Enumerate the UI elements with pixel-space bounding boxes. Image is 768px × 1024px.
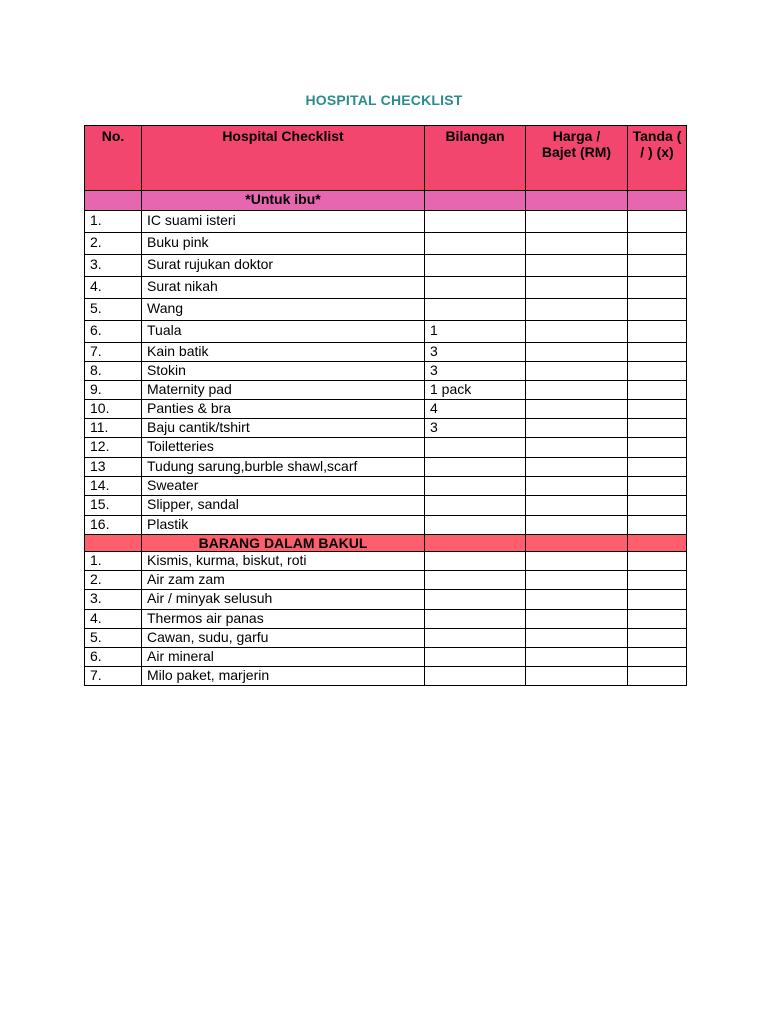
row-quantity	[425, 255, 526, 277]
section-cell	[526, 535, 628, 552]
table-row	[85, 496, 687, 516]
row-number: 7.	[85, 343, 142, 362]
header-price: Harga / Bajet (RM)	[526, 126, 628, 191]
row-item: Kismis, kurma, biskut, roti	[142, 552, 425, 571]
row-mark	[628, 400, 687, 419]
row-price	[526, 321, 628, 343]
row-price	[526, 211, 628, 233]
row-quantity	[425, 233, 526, 255]
row-price	[526, 610, 628, 629]
row-price	[526, 343, 628, 362]
table-row	[85, 211, 687, 233]
table-row	[85, 299, 687, 321]
table-row	[85, 458, 687, 477]
table-row	[85, 277, 687, 299]
table-row	[85, 571, 687, 590]
row-quantity	[425, 277, 526, 299]
row-number: 7.	[85, 667, 142, 686]
row-number: 4.	[85, 610, 142, 629]
row-item: Tudung sarung,burble shawl,scarf	[142, 458, 425, 477]
section-row-section2	[85, 535, 687, 552]
table-row	[85, 381, 687, 400]
row-price	[526, 400, 628, 419]
row-mark	[628, 648, 687, 667]
row-price	[526, 419, 628, 438]
row-price	[526, 362, 628, 381]
row-quantity	[425, 590, 526, 610]
row-price	[526, 552, 628, 571]
row-quantity: 1	[425, 321, 526, 343]
row-mark	[628, 552, 687, 571]
row-price	[526, 233, 628, 255]
row-mark	[628, 277, 687, 299]
header-item: Hospital Checklist	[142, 126, 425, 191]
row-quantity	[425, 458, 526, 477]
row-mark	[628, 458, 687, 477]
table-row	[85, 667, 687, 686]
row-price	[526, 255, 628, 277]
header-qty: Bilangan	[425, 126, 526, 191]
row-item: Buku pink	[142, 233, 425, 255]
header-mark: Tanda ( / ) (x)	[628, 126, 687, 191]
row-mark	[628, 667, 687, 686]
row-mark	[628, 381, 687, 400]
row-number: 9.	[85, 381, 142, 400]
row-number: 13	[85, 458, 142, 477]
row-mark	[628, 255, 687, 277]
row-quantity	[425, 438, 526, 458]
table-row	[85, 343, 687, 362]
checklist-table	[84, 125, 687, 686]
row-item: Air / minyak selusuh	[142, 590, 425, 610]
row-item: Milo paket, marjerin	[142, 667, 425, 686]
row-mark	[628, 571, 687, 590]
row-mark	[628, 496, 687, 516]
section-cell	[526, 191, 628, 211]
row-number: 3.	[85, 590, 142, 610]
row-item: Baju cantik/tshirt	[142, 419, 425, 438]
row-number: 2.	[85, 571, 142, 590]
row-number: 1.	[85, 552, 142, 571]
row-price	[526, 629, 628, 648]
row-number: 16.	[85, 516, 142, 535]
table-row	[85, 321, 687, 343]
row-item: Surat rujukan doktor	[142, 255, 425, 277]
section-cell	[628, 535, 687, 552]
row-quantity	[425, 211, 526, 233]
row-number: 5.	[85, 299, 142, 321]
row-item: Maternity pad	[142, 381, 425, 400]
table-row	[85, 233, 687, 255]
table-row	[85, 648, 687, 667]
row-item: Toiletteries	[142, 438, 425, 458]
row-number: 6.	[85, 321, 142, 343]
row-quantity: 4	[425, 400, 526, 419]
row-quantity	[425, 477, 526, 496]
row-quantity: 3	[425, 343, 526, 362]
row-mark	[628, 629, 687, 648]
row-item: Kain batik	[142, 343, 425, 362]
table-row	[85, 255, 687, 277]
row-item: Sweater	[142, 477, 425, 496]
row-mark	[628, 343, 687, 362]
row-quantity	[425, 552, 526, 571]
row-number: 3.	[85, 255, 142, 277]
row-mark	[628, 211, 687, 233]
row-mark	[628, 610, 687, 629]
table-row	[85, 438, 687, 458]
row-quantity	[425, 299, 526, 321]
row-number: 14.	[85, 477, 142, 496]
row-price	[526, 299, 628, 321]
section-cell	[425, 535, 526, 552]
section-cell	[628, 191, 687, 211]
table-row	[85, 477, 687, 496]
row-mark	[628, 321, 687, 343]
row-price	[526, 571, 628, 590]
row-quantity: 3	[425, 362, 526, 381]
row-number: 2.	[85, 233, 142, 255]
row-item: Plastik	[142, 516, 425, 535]
row-price	[526, 667, 628, 686]
row-item: Wang	[142, 299, 425, 321]
row-quantity	[425, 610, 526, 629]
section-cell	[85, 191, 142, 211]
document-title: HOSPITAL CHECKLIST	[305, 92, 463, 108]
row-item: Surat nikah	[142, 277, 425, 299]
table-row	[85, 400, 687, 419]
row-item: Air mineral	[142, 648, 425, 667]
row-quantity	[425, 648, 526, 667]
row-item: Tuala	[142, 321, 425, 343]
header-no: No.	[85, 126, 142, 191]
row-price	[526, 458, 628, 477]
row-price	[526, 438, 628, 458]
row-number: 12.	[85, 438, 142, 458]
table-body	[85, 191, 687, 686]
row-number: 15.	[85, 496, 142, 516]
row-number: 11.	[85, 419, 142, 438]
row-item: Air zam zam	[142, 571, 425, 590]
section-label: BARANG DALAM BAKUL	[142, 535, 425, 552]
row-quantity: 1 pack	[425, 381, 526, 400]
row-number: 6.	[85, 648, 142, 667]
row-mark	[628, 362, 687, 381]
table-row	[85, 552, 687, 571]
table-row	[85, 516, 687, 535]
row-mark	[628, 233, 687, 255]
section-row-section1	[85, 191, 687, 211]
row-mark	[628, 477, 687, 496]
row-quantity	[425, 496, 526, 516]
row-number: 4.	[85, 277, 142, 299]
row-price	[526, 381, 628, 400]
row-price	[526, 648, 628, 667]
table-row	[85, 610, 687, 629]
row-number: 10.	[85, 400, 142, 419]
row-quantity	[425, 516, 526, 535]
row-price	[526, 477, 628, 496]
row-mark	[628, 419, 687, 438]
row-mark	[628, 299, 687, 321]
section-cell	[425, 191, 526, 211]
row-mark	[628, 590, 687, 610]
row-item: Thermos air panas	[142, 610, 425, 629]
row-item: Cawan, sudu, garfu	[142, 629, 425, 648]
row-price	[526, 277, 628, 299]
row-mark	[628, 438, 687, 458]
section-label: *Untuk ibu*	[142, 191, 425, 211]
row-price	[526, 516, 628, 535]
row-number: 1.	[85, 211, 142, 233]
row-quantity	[425, 629, 526, 648]
row-price	[526, 590, 628, 610]
row-item: Slipper, sandal	[142, 496, 425, 516]
row-item: IC suami isteri	[142, 211, 425, 233]
section-cell	[85, 535, 142, 552]
row-price	[526, 496, 628, 516]
table-row	[85, 629, 687, 648]
row-number: 8.	[85, 362, 142, 381]
row-quantity	[425, 571, 526, 590]
row-quantity: 3	[425, 419, 526, 438]
table-row	[85, 590, 687, 610]
table-row	[85, 419, 687, 438]
row-number: 5.	[85, 629, 142, 648]
row-mark	[628, 516, 687, 535]
table-row	[85, 362, 687, 381]
row-item: Stokin	[142, 362, 425, 381]
row-item: Panties & bra	[142, 400, 425, 419]
table-header-row	[85, 126, 687, 191]
row-quantity	[425, 667, 526, 686]
